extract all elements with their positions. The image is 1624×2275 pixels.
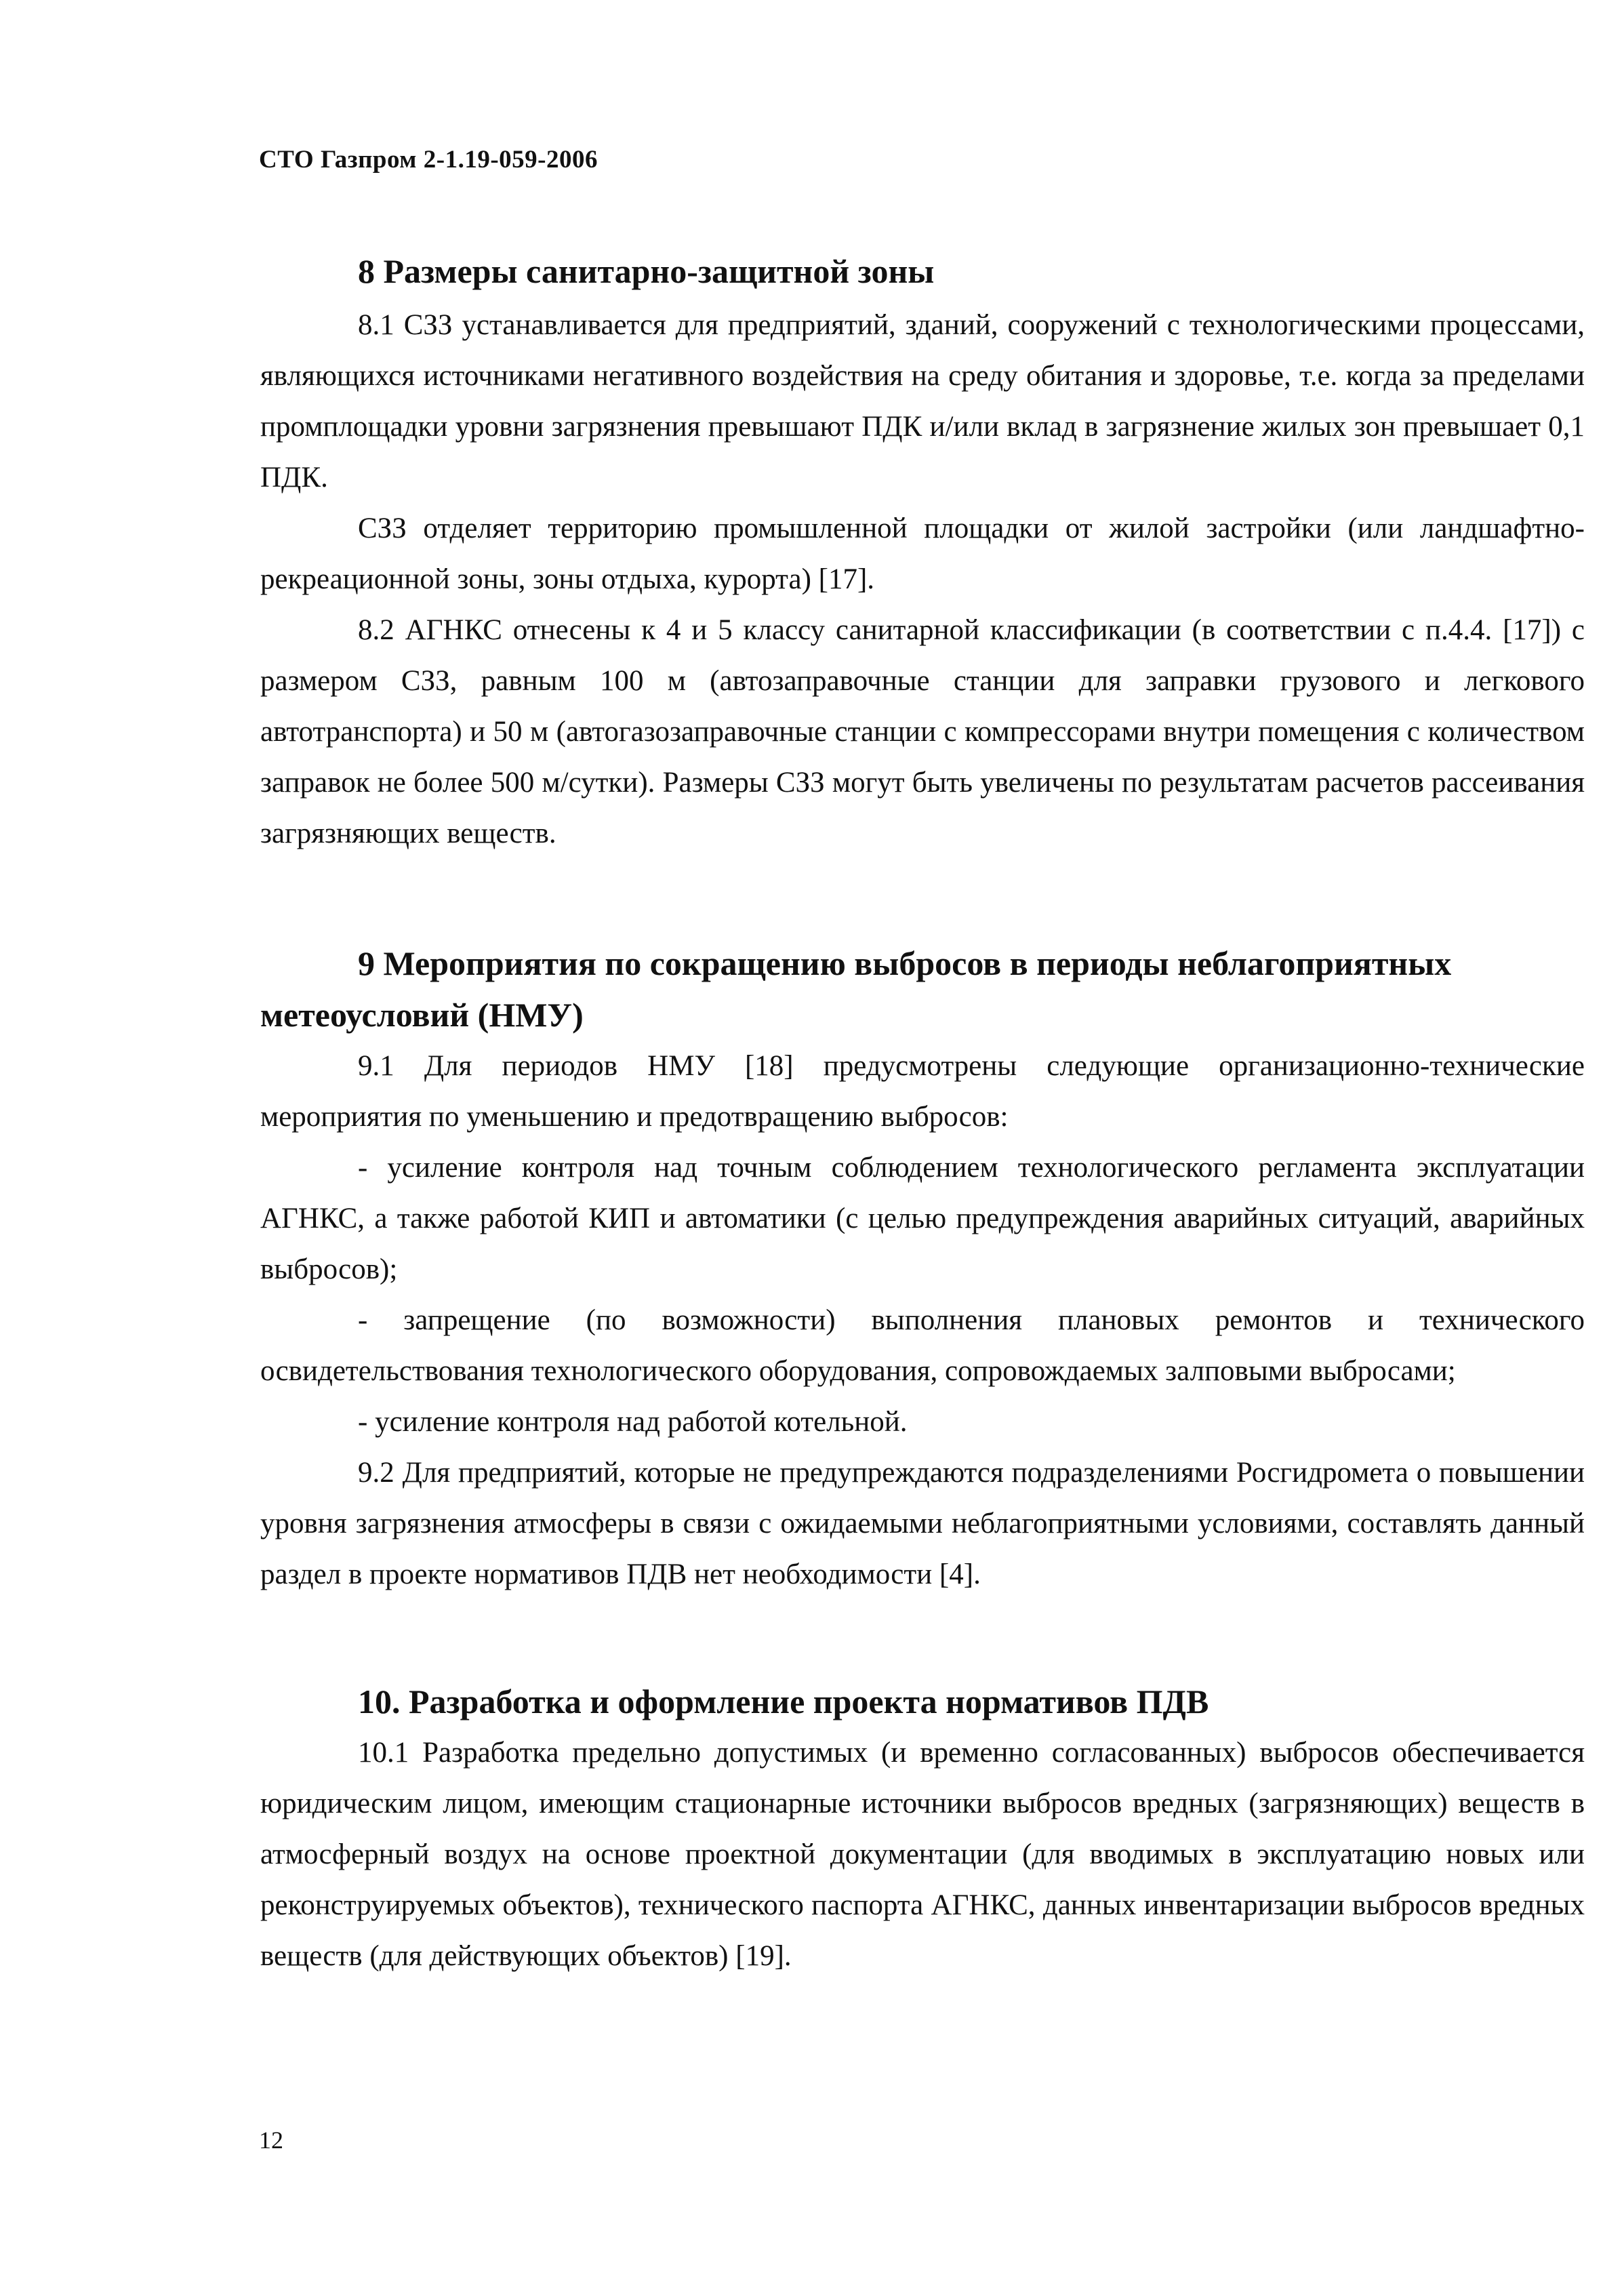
section-10-paragraph-1: 10.1 Разработка предельно допустимых (и временно согласованных) выбросов обеспечивается юридическим лицом, имеющим стационарные источники выбросов вредных (загрязняющих) веществ в атмосферный воздух на основе проектной документации (для вводимых в эксплуатацию новых или реконструируемых объектов), технического паспорта АГНКС, данных инвентаризации выбросов вредных веществ (для действующих объектов) [19]. xyxy=(260,1737,1585,1972)
section-9-paragraph-1: 9.1 Для периодов НМУ [18] предусмотрены следующие организационно-технические мероприятия по уменьшению и предотвращению выбросов: xyxy=(260,1050,1585,1133)
page-content xyxy=(260,245,1585,1981)
section-8-paragraph-1: 8.1 СЗЗ устанавливается для предприятий, зданий, сооружений с технологическими процессами, являющихся источниками негативного воздействия на среду обитания и здоровье, т.е. когда за пределами промплощадки уровни загрязнения превышают ПДК и/или вклад в загрязнение жилых зон превышает 0,1 ПДК. xyxy=(260,309,1585,494)
section-8-title: 8 Размеры санитарно-защитной зоны xyxy=(358,252,935,290)
section-9-list-item-1: - усиление контроля над точным соблюдением технологического регламента эксплуатации АГНКС, а также работой КИП и автоматики (с целью предупреждения аварийных ситуаций, аварийных выбросов); xyxy=(260,1152,1585,1285)
section-9-list-item-3: - усиление контроля над работой котельной. xyxy=(358,1406,908,1438)
document-code-header: СТО Газпром 2-1.19-059-2006 xyxy=(259,146,598,174)
section-8-paragraph-2: СЗЗ отделяет территорию промышленной площадки от жилой застройки (или ландшафтно-рекреационной зоны, зоны отдыха, курорта) [17]. xyxy=(260,512,1585,595)
section-10-title: 10. Разработка и оформление проекта нормативов ПДВ xyxy=(358,1683,1209,1720)
section-9-paragraph-2: 9.2 Для предприятий, которые не предупреждаются подразделениями Росгидромета о повышении уровня загрязнения атмосферы в связи с ожидаемыми неблагоприятными условиями, составлять данный раздел в проекте нормативов ПДВ нет необходимости [4]. xyxy=(260,1457,1585,1590)
section-9-title: 9 Мероприятия по сокращению выбросов в периоды неблагоприятных метеоусловий (НМУ) xyxy=(260,944,1452,1034)
page-number: 12 xyxy=(259,2127,283,2154)
section-9-list-item-2: - запрещение (по возможности) выполнения плановых ремонтов и технического освидетельствования технологического оборудования, сопровождаемых залповыми выбросами; xyxy=(260,1304,1585,1387)
section-8-paragraph-3: 8.2 АГНКС отнесены к 4 и 5 классу санитарной классификации (в соответствии с п.4.4. [17]) с размером СЗЗ, равным 100 м (автозаправочные станции для заправки грузового и легкового автотранспорта) и 50 м (автогазозаправочные станции с компрессорами внутри помещения с количеством заправок не более 500 м/сутки). Размеры СЗЗ могут быть увеличены по результатам расчетов рассеивания загрязняющих веществ. xyxy=(260,614,1585,849)
